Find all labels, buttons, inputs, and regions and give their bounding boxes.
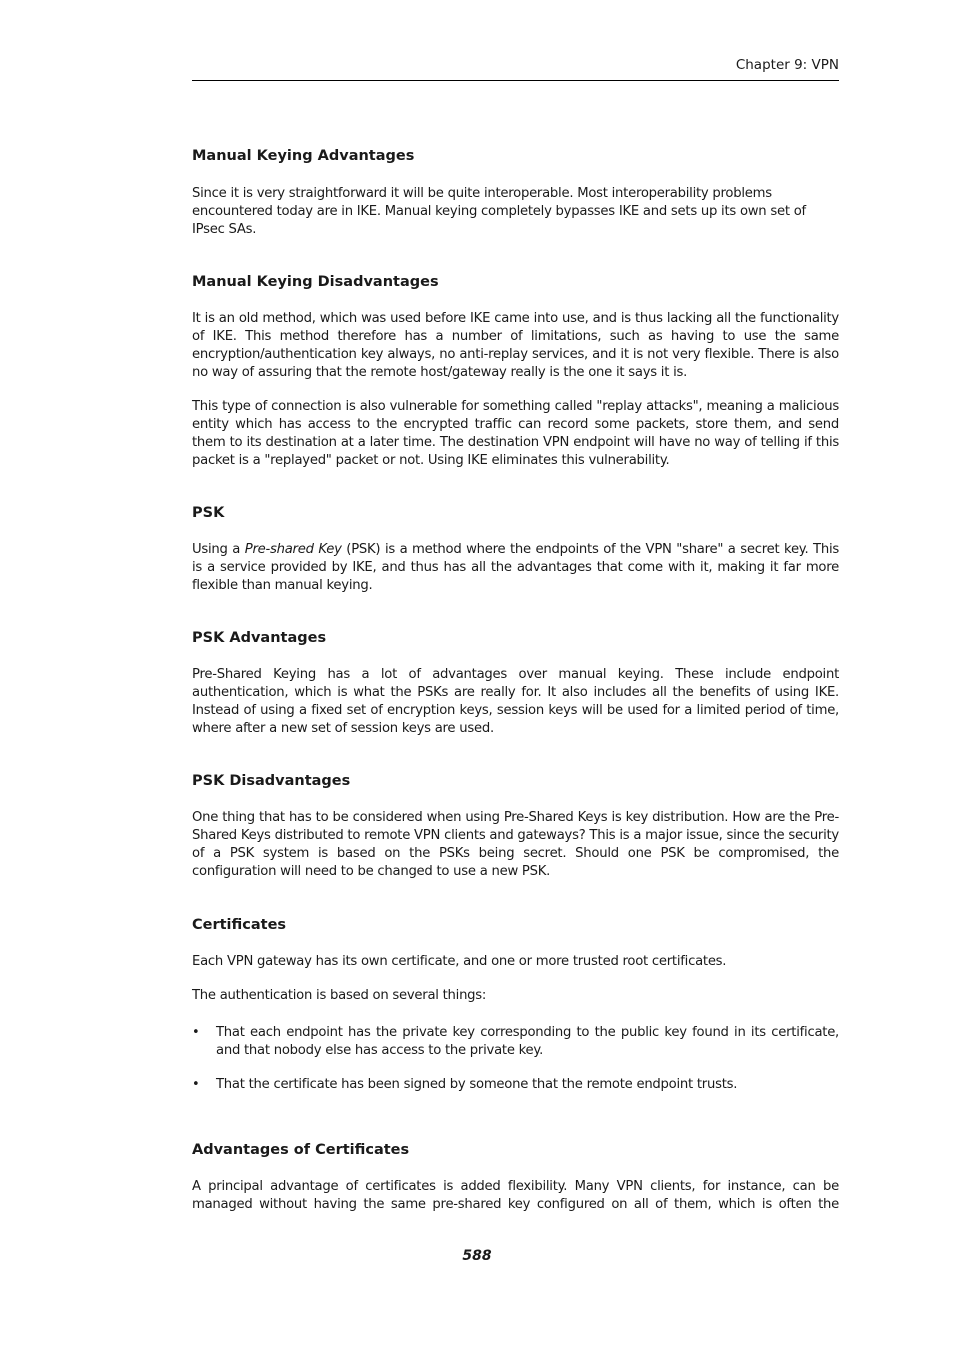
- chapter-title: Chapter 9: VPN: [735, 57, 839, 73]
- paragraph-certificates-1: Each VPN gateway has its own certificate, and one or more trusted root certificates.: [192, 954, 727, 969]
- paragraph-manual-keying-advantages: Since it is very straightforward it will be quite interoperable. Most interoperability problems encountered today are in IKE. Manual keying completely bypasses IKE and sets up its own set of IPsec SAs.: [192, 186, 806, 237]
- bullet-text: That the certificate has been signed by someone that the remote endpoint trusts.: [216, 1077, 738, 1092]
- paragraph-psk: [192, 541, 839, 595]
- page-number: 588: [462, 1248, 492, 1264]
- heading-psk: PSK: [192, 505, 225, 521]
- paragraph-manual-keying-disadvantages-1: It is an old method, which was used before IKE came into use, and is thus lacking all the functionality of IKE. This method therefore has a number of limitations, such as having to use the same encryption/authentication key always, no anti-replay services, and it is not very flexible. There is also no way of assuring that the remote host/gateway really is the one it says it is.: [192, 311, 839, 380]
- psk-term: Pre-shared Key: [244, 542, 342, 557]
- heading-certificates: Certificates: [192, 917, 287, 933]
- heading-advantages-of-certificates: Advantages of Certificates: [192, 1142, 410, 1158]
- heading-manual-keying-disadvantages: Manual Keying Disadvantages: [192, 274, 439, 290]
- heading-psk-advantages: PSK Advantages: [192, 630, 327, 646]
- paragraph-psk-advantages: Pre-Shared Keying has a lot of advantages over manual keying. These include endpoint authentication, which is what the PSKs are really for. It also includes all the benefits of using IKE. Instead of using a fixed set of encryption keys, session keys will be used for a limited period of time, where after a new set of session keys are used.: [192, 667, 839, 736]
- heading-manual-keying-advantages: Manual Keying Advantages: [192, 148, 415, 164]
- bullet-text: That each endpoint has the private key corresponding to the public key found in its certificate, and that nobody else has access to the private key.: [216, 1025, 839, 1058]
- psk-text-suffix: (PSK) is a method where the endpoints of the VPN "share" a secret key. This is a service provided by IKE, and thus has all the advantages that come with it, making it far more flexible than manual keying.: [192, 542, 839, 593]
- psk-text-prefix: Using a: [192, 542, 245, 557]
- heading-psk-disadvantages: PSK Disadvantages: [192, 773, 351, 789]
- page-header: [192, 55, 839, 81]
- paragraph-manual-keying-disadvantages-2: This type of connection is also vulnerable for something called "replay attacks", meaning a malicious entity which has access to the encrypted traffic can record some packets, store them, and send them to its destination at a later time. The destination VPN endpoint will have no way of telling if this packet is a "replayed" packet or not. Using IKE eliminates this vulnerability.: [192, 399, 839, 468]
- bullet-marker: •: [192, 1025, 200, 1040]
- paragraph-certificates-2: The authentication is based on several things:: [192, 988, 487, 1003]
- bullet-marker: •: [192, 1077, 200, 1092]
- paragraph-advantages-of-certificates: A principal advantage of certificates is added flexibility. Many VPN clients, for instance, can be managed without having the same pre-shared key configured on all of them, which is often the: [192, 1179, 839, 1212]
- paragraph-psk-disadvantages: One thing that has to be considered when using Pre-Shared Keys is key distribution. How are the Pre-Shared Keys distributed to remote VPN clients and gateways? This is a major issue, since the security of a PSK system is based on the PSKs being secret. Should one PSK be compromised, the configuration will need to be changed to use a new PSK.: [192, 810, 839, 879]
